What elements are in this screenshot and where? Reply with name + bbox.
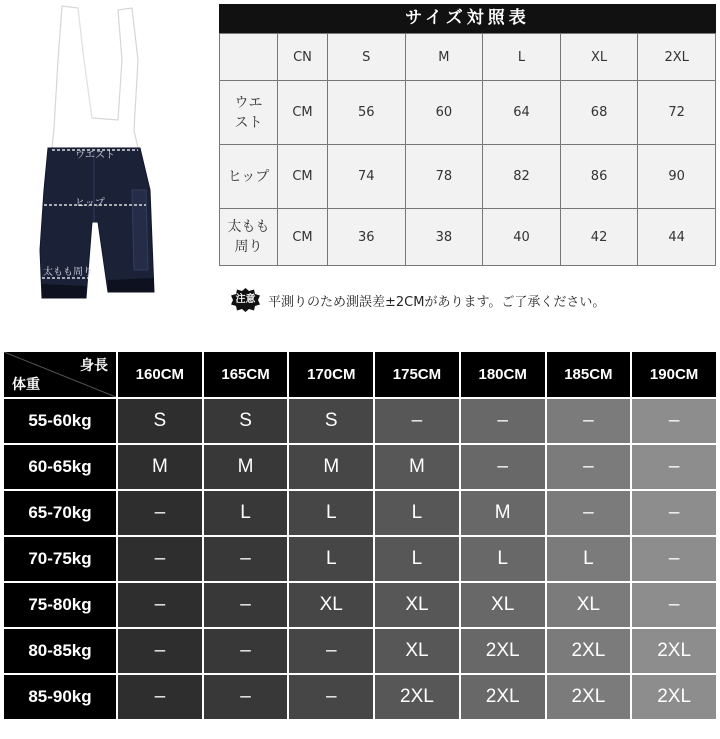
- size-table-title: サイズ対照表: [219, 4, 716, 33]
- size-cell: 2XL: [547, 675, 631, 719]
- size-cell: –: [289, 675, 373, 719]
- value-cell: 90: [638, 145, 716, 209]
- weight-cell: 80-85kg: [4, 629, 116, 673]
- weight-axis-label: 体重: [12, 376, 40, 392]
- chart-row: [4, 537, 716, 581]
- value-cell: 68: [560, 81, 638, 145]
- size-cell: M: [204, 445, 288, 489]
- size-cell: –: [547, 491, 631, 535]
- size-cell: –: [204, 675, 288, 719]
- size-cell: –: [204, 629, 288, 673]
- thigh-label: 太もも周り: [43, 267, 93, 278]
- value-cell: 64: [483, 81, 561, 145]
- size-table-header-row: [220, 34, 716, 81]
- size-cell: M: [118, 445, 202, 489]
- bib-shorts-image: [0, 0, 215, 305]
- size-cell: –: [118, 537, 202, 581]
- size-cell: –: [547, 445, 631, 489]
- height-header-cell: 160CM: [118, 352, 202, 397]
- size-cell: –: [118, 629, 202, 673]
- size-table-row-waist: [220, 81, 716, 145]
- size-cell: 2XL: [461, 675, 545, 719]
- chart-header-row: [4, 352, 716, 397]
- value-cell: 86: [560, 145, 638, 209]
- header-cell: L: [483, 34, 561, 81]
- size-cell: L: [289, 491, 373, 535]
- size-cell: –: [118, 491, 202, 535]
- size-cell: L: [204, 491, 288, 535]
- value-cell: 56: [328, 81, 406, 145]
- caution-icon: [229, 287, 262, 313]
- size-table-row-thigh: [220, 209, 716, 266]
- weight-cell: 85-90kg: [4, 675, 116, 719]
- size-cell: –: [632, 399, 716, 443]
- chart-row: [4, 583, 716, 627]
- height-header-cell: 190CM: [632, 352, 716, 397]
- size-comparison-table: [219, 4, 716, 266]
- hip-label: ヒップ: [75, 198, 105, 209]
- header-cell: XL: [560, 34, 638, 81]
- size-table-row-hip: [220, 145, 716, 209]
- value-cell: 82: [483, 145, 561, 209]
- size-cell: –: [461, 445, 545, 489]
- value-cell: 74: [328, 145, 406, 209]
- size-cell: 2XL: [632, 629, 716, 673]
- caution-badge-label: 注意: [235, 294, 256, 305]
- value-cell: 72: [638, 81, 716, 145]
- size-cell: M: [461, 491, 545, 535]
- size-cell: –: [289, 629, 373, 673]
- size-cell: L: [375, 537, 459, 581]
- size-cell: –: [632, 537, 716, 581]
- chart-row: [4, 629, 716, 673]
- weight-cell: 65-70kg: [4, 491, 116, 535]
- unit-cell: CM: [278, 145, 328, 209]
- height-axis-label: 身長: [80, 357, 108, 373]
- size-cell: 2XL: [461, 629, 545, 673]
- size-cell: –: [204, 537, 288, 581]
- value-cell: 78: [405, 145, 483, 209]
- size-cell: –: [118, 675, 202, 719]
- size-cell: S: [204, 399, 288, 443]
- size-cell: XL: [547, 583, 631, 627]
- height-header-cell: 165CM: [204, 352, 288, 397]
- unit-cell: CM: [278, 81, 328, 145]
- size-cell: –: [632, 445, 716, 489]
- size-cell: –: [632, 491, 716, 535]
- size-cell: S: [118, 399, 202, 443]
- chart-row: [4, 445, 716, 489]
- measurement-note: [229, 287, 605, 313]
- size-cell: L: [547, 537, 631, 581]
- size-cell: M: [289, 445, 373, 489]
- chart-corner-cell: [4, 352, 116, 397]
- row-label: ヒップ: [220, 145, 278, 209]
- height-header-cell: 185CM: [547, 352, 631, 397]
- row-label: ウエ スト: [220, 81, 278, 145]
- value-cell: 44: [638, 209, 716, 266]
- size-cell: –: [461, 399, 545, 443]
- size-cell: XL: [375, 583, 459, 627]
- size-table-corner: [220, 34, 278, 81]
- value-cell: 42: [560, 209, 638, 266]
- size-cell: 2XL: [547, 629, 631, 673]
- height-header-cell: 175CM: [375, 352, 459, 397]
- weight-cell: 60-65kg: [4, 445, 116, 489]
- height-header-cell: 170CM: [289, 352, 373, 397]
- weight-cell: 70-75kg: [4, 537, 116, 581]
- size-cell: –: [204, 583, 288, 627]
- size-cell: L: [461, 537, 545, 581]
- size-cell: –: [632, 583, 716, 627]
- header-cell: S: [328, 34, 406, 81]
- size-cell: –: [547, 399, 631, 443]
- size-cell: L: [289, 537, 373, 581]
- size-cell: XL: [461, 583, 545, 627]
- size-cell: 2XL: [375, 675, 459, 719]
- value-cell: 38: [405, 209, 483, 266]
- size-cell: XL: [289, 583, 373, 627]
- chart-row: [4, 399, 716, 443]
- size-cell: –: [375, 399, 459, 443]
- value-cell: 60: [405, 81, 483, 145]
- chart-row: [4, 491, 716, 535]
- chart-row: [4, 675, 716, 719]
- height-weight-size-chart: [2, 350, 718, 721]
- unit-cell: CM: [278, 209, 328, 266]
- value-cell: 40: [483, 209, 561, 266]
- height-header-cell: 180CM: [461, 352, 545, 397]
- value-cell: 36: [328, 209, 406, 266]
- size-cell: 2XL: [632, 675, 716, 719]
- size-cell: L: [375, 491, 459, 535]
- header-cell: M: [405, 34, 483, 81]
- size-cell: S: [289, 399, 373, 443]
- waist-label: ウエスト: [75, 150, 115, 161]
- size-cell: –: [118, 583, 202, 627]
- size-cell: XL: [375, 629, 459, 673]
- header-cell: CN: [278, 34, 328, 81]
- weight-cell: 75-80kg: [4, 583, 116, 627]
- size-cell: M: [375, 445, 459, 489]
- weight-cell: 55-60kg: [4, 399, 116, 443]
- header-cell: 2XL: [638, 34, 716, 81]
- note-text: 平測りのため測誤差±2CMがあります。ご了承ください。: [268, 294, 606, 310]
- row-label: 太もも 周り: [220, 209, 278, 266]
